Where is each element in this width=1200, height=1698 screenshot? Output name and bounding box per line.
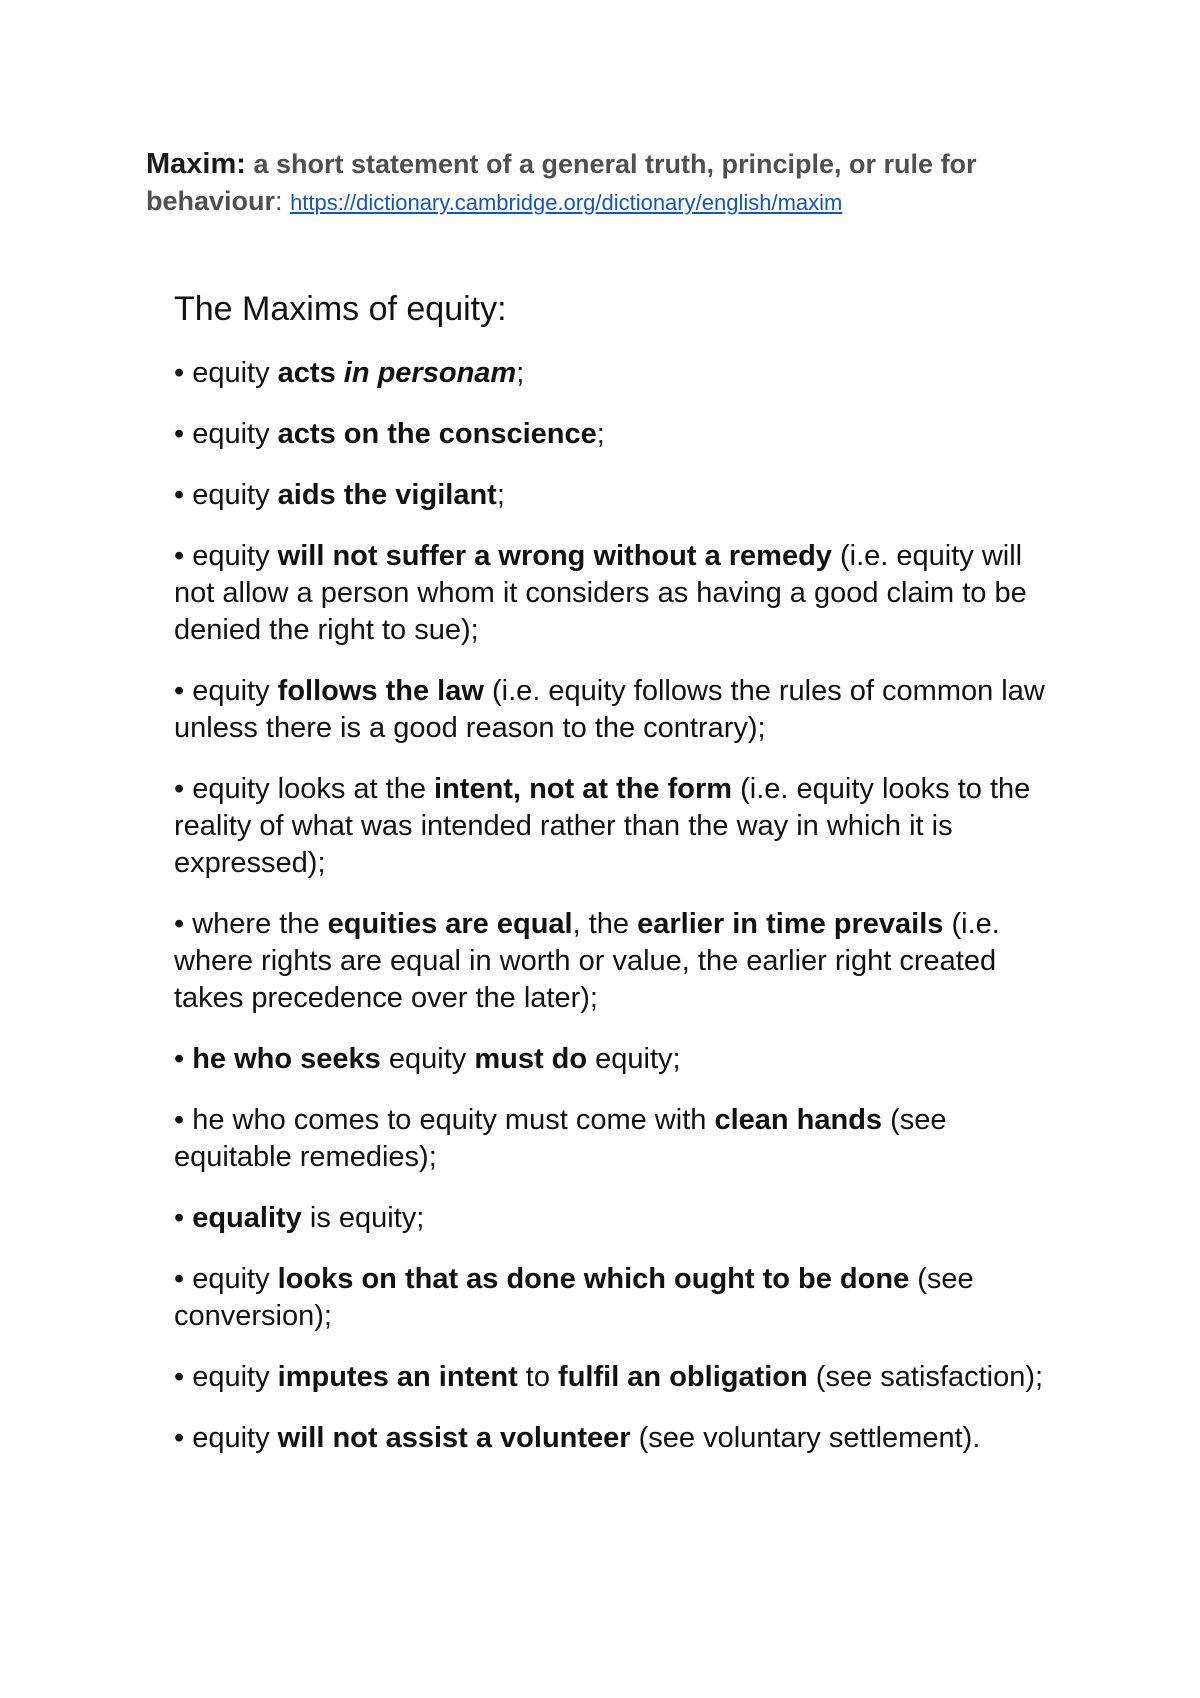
- maxim-text: • equity: [174, 540, 278, 572]
- maxim-text: (i.e. where rights are equal in worth or value, the earlier right created takes precedence over the later);: [174, 908, 1000, 1014]
- maxim-emphasis: earlier in time prevails: [637, 908, 944, 940]
- maxim-text: ;: [516, 357, 525, 389]
- maxim-item: [174, 477, 1064, 514]
- maxim-text: • he who comes to equity must come with: [174, 1104, 715, 1136]
- maxim-text: • equity: [174, 357, 278, 389]
- maxim-item: [174, 538, 1064, 649]
- maxim-text: is equity;: [301, 1202, 425, 1234]
- maxim-text: to: [517, 1361, 559, 1393]
- maxim-emphasis: imputes an intent: [277, 1361, 518, 1393]
- maxim-text: equity;: [587, 1043, 681, 1075]
- maxim-item: [174, 906, 1064, 1017]
- definition-meaning-line1: a short statement of a general truth, principle, or rule for: [253, 149, 977, 179]
- maxim-item: [174, 1200, 1064, 1237]
- maxim-item: [174, 1261, 1064, 1335]
- maxim-emphasis: must do: [474, 1043, 588, 1075]
- maxim-emphasis: clean hands: [714, 1104, 883, 1136]
- maxim-item: [174, 1420, 1064, 1457]
- maxim-emphasis: fulfil an obligation: [558, 1361, 808, 1393]
- maxim-text: ;: [596, 418, 605, 450]
- maxim-emphasis: he who seeks: [192, 1043, 381, 1075]
- maxim-text: • equity looks at the: [174, 773, 435, 805]
- maxims-list: [174, 355, 1064, 1481]
- maxim-item: [174, 1102, 1064, 1176]
- maxim-text: • equity: [174, 675, 278, 707]
- definition-meaning-line2: behaviour: [146, 186, 276, 216]
- maxim-text: •: [174, 1202, 193, 1234]
- maxim-item: [174, 673, 1064, 747]
- maxim-emphasis: will not suffer a wrong without a remedy: [277, 540, 832, 572]
- maxim-emphasis: equality: [192, 1202, 302, 1234]
- maxim-emphasis: acts on the conscience: [277, 418, 597, 450]
- maxim-emphasis: will not assist a volunteer: [277, 1422, 631, 1454]
- maxim-text: (see voluntary settlement).: [630, 1422, 981, 1454]
- maxim-emphasis: intent, not at the form: [434, 773, 733, 805]
- maxim-emphasis: looks on that as done which ought to be done: [277, 1263, 910, 1295]
- definition-term: Maxim:: [146, 148, 246, 180]
- maxim-text: (see conversion);: [174, 1263, 974, 1332]
- maxim-item: [174, 771, 1064, 882]
- maxim-item: [174, 1359, 1064, 1396]
- maxim-text: • where the: [174, 908, 328, 940]
- maxim-emphasis: in personam: [343, 357, 517, 389]
- maxim-item: [174, 416, 1064, 453]
- maxim-text: ;: [496, 479, 505, 511]
- maxim-emphasis: follows the law: [277, 675, 484, 707]
- maxim-text: • equity: [174, 1263, 278, 1295]
- definition-separator: :: [275, 186, 283, 216]
- maxim-text: • equity: [174, 1361, 278, 1393]
- maxim-text: • equity: [174, 479, 278, 511]
- maxim-text: •: [174, 1043, 193, 1075]
- maxim-item: [174, 355, 1064, 392]
- maxim-text: (see equitable remedies);: [174, 1104, 947, 1173]
- maxim-text: (see satisfaction);: [807, 1361, 1044, 1393]
- maxim-text: (i.e. equity will not allow a person whom it considers as having a good claim to be denied the right to sue);: [174, 540, 1027, 646]
- maxim-text: (i.e. equity looks to the reality of what was intended rather than the way in which it is expressed);: [174, 773, 1031, 879]
- maxim-item: [174, 1041, 1064, 1078]
- maxim-text: , the: [572, 908, 638, 940]
- maxim-definition: [146, 146, 1076, 221]
- page-title: The Maxims of equity:: [174, 290, 507, 328]
- maxim-text: • equity: [174, 418, 278, 450]
- maxim-text: • equity: [174, 1422, 278, 1454]
- dictionary-link[interactable]: https://dictionary.cambridge.org/dictionary/english/maxim: [290, 190, 843, 215]
- maxim-text: (i.e. equity follows the rules of common law unless there is a good reason to the contrary);: [174, 675, 1045, 744]
- maxim-emphasis: equities are equal: [327, 908, 573, 940]
- maxim-emphasis: aids the vigilant: [277, 479, 497, 511]
- maxim-text: equity: [380, 1043, 475, 1075]
- maxim-emphasis: acts: [277, 357, 344, 389]
